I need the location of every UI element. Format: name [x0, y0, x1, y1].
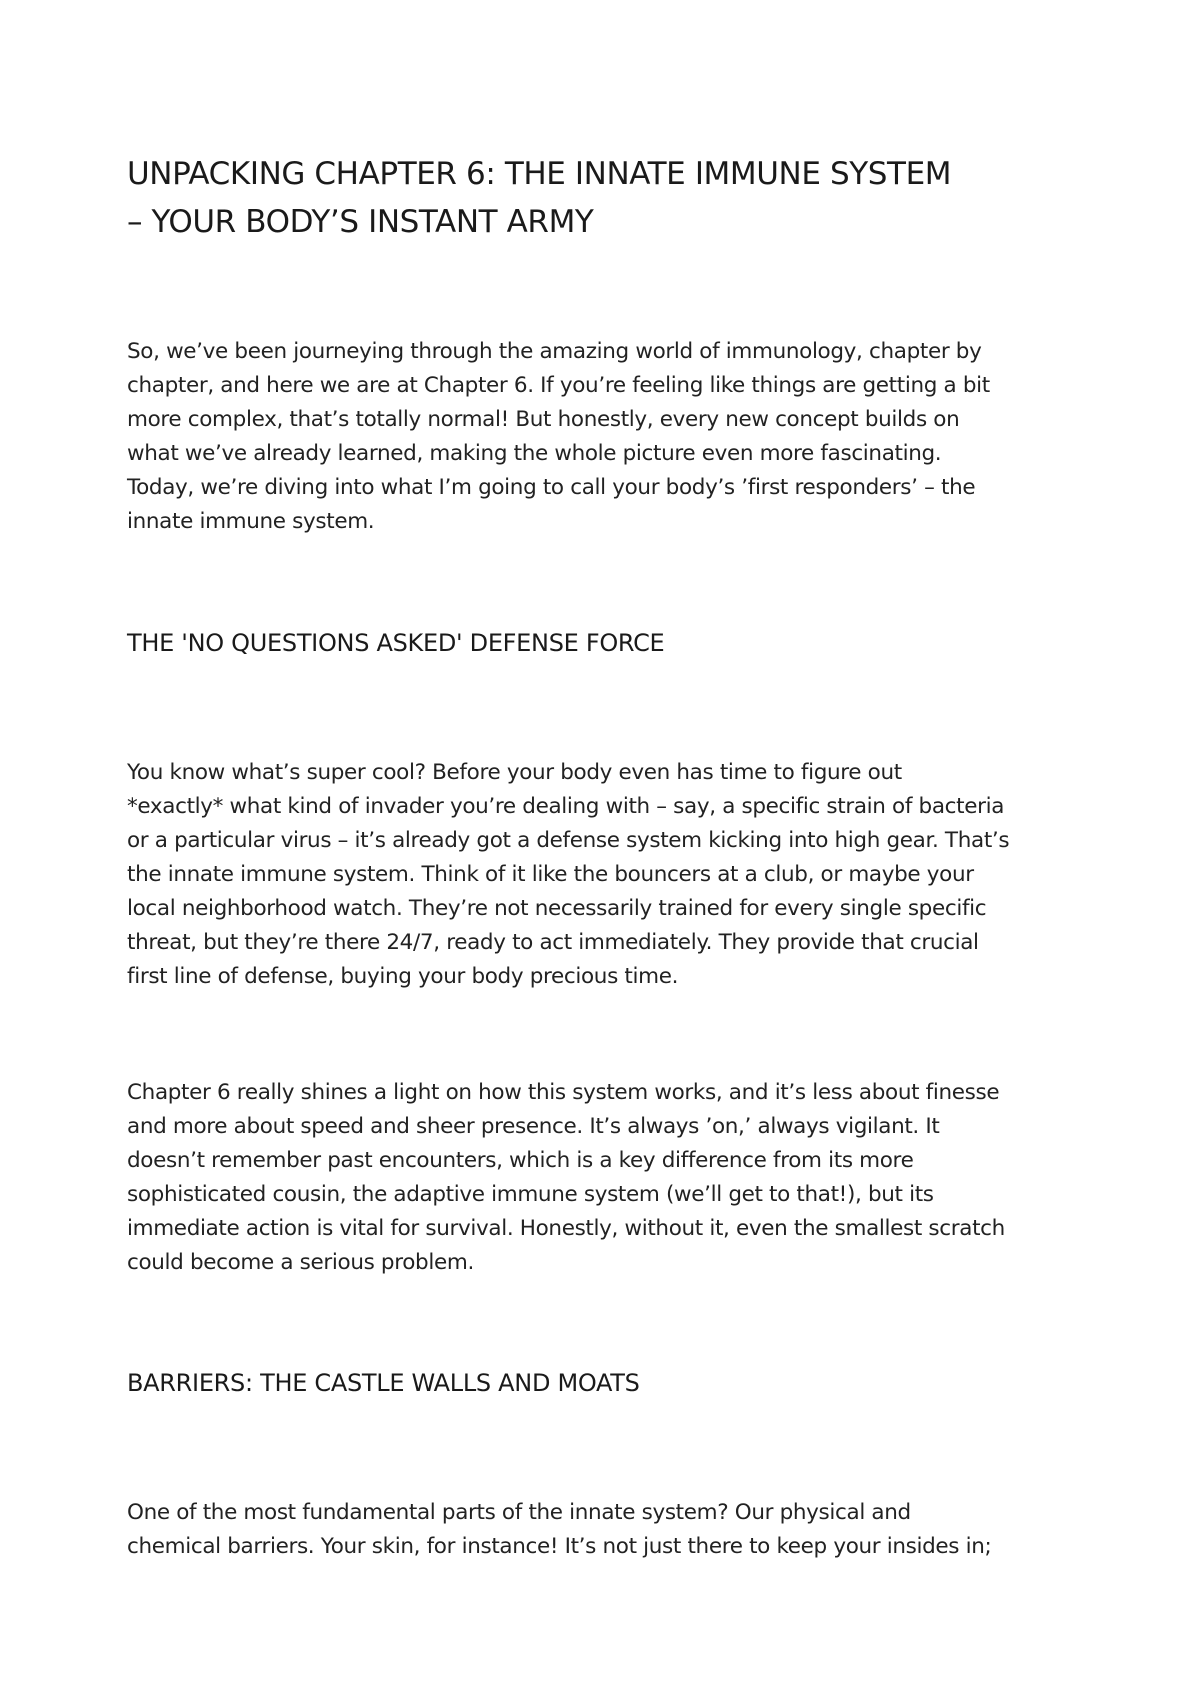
text-line: innate immune system. [127, 509, 375, 534]
defense-force-paragraph-1 [127, 756, 1009, 994]
defense-force-paragraph-2 [127, 1076, 1005, 1280]
text-line: *exactly* what kind of invader you’re dealing with – say, a specific strain of bacteria [127, 794, 1005, 819]
text-line: more complex, that’s totally normal! But honestly, every new concept builds on [127, 407, 960, 432]
text-line: One of the most fundamental parts of the innate system? Our physical and [127, 1500, 911, 1525]
section-heading-barriers: BARRIERS: THE CASTLE WALLS AND MOATS [127, 1369, 640, 1397]
text-line: local neighborhood watch. They’re not necessarily trained for every single specific [127, 896, 987, 921]
document-title-line: UNPACKING CHAPTER 6: THE INNATE IMMUNE SYSTEM [127, 156, 952, 192]
document-title-line: – YOUR BODY’S INSTANT ARMY [127, 204, 594, 240]
text-line: and more about speed and sheer presence. It’s always ’on,’ always vigilant. It [127, 1114, 940, 1139]
text-line: sophisticated cousin, the adaptive immune system (we’ll get to that!), but its [127, 1182, 934, 1207]
text-line: Chapter 6 really shines a light on how this system works, and it’s less about finesse [127, 1080, 1000, 1105]
text-line: immediate action is vital for survival. Honestly, without it, even the smallest scratch [127, 1216, 1005, 1241]
barriers-paragraph-1 [127, 1496, 991, 1564]
text-line: chemical barriers. Your skin, for instance! It’s not just there to keep your insides in; [127, 1534, 992, 1559]
section-heading-defense-force: THE 'NO QUESTIONS ASKED' DEFENSE FORCE [127, 629, 665, 657]
intro-paragraph [127, 335, 990, 539]
text-line: the innate immune system. Think of it like the bouncers at a club, or maybe your [127, 862, 974, 887]
text-line: You know what’s super cool? Before your body even has time to figure out [127, 760, 902, 785]
text-line: or a particular virus – it’s already got a defense system kicking into high gear. That’s [127, 828, 1010, 853]
text-line: threat, but they’re there 24/7, ready to act immediately. They provide that crucial [127, 930, 979, 955]
text-line: chapter, and here we are at Chapter 6. If you’re feeling like things are getting a bit [127, 373, 990, 398]
text-line: what we’ve already learned, making the whole picture even more fascinating. [127, 441, 942, 466]
text-line: So, we’ve been journeying through the amazing world of immunology, chapter by [127, 339, 982, 364]
text-line: could become a serious problem. [127, 1250, 474, 1275]
document-page [127, 150, 1087, 1559]
text-line: Today, we’re diving into what I’m going to call your body’s ’first responders’ – the [127, 475, 976, 500]
text-line: first line of defense, buying your body precious time. [127, 964, 679, 989]
text-line: doesn’t remember past encounters, which is a key difference from its more [127, 1148, 914, 1173]
document-title [127, 150, 1087, 246]
